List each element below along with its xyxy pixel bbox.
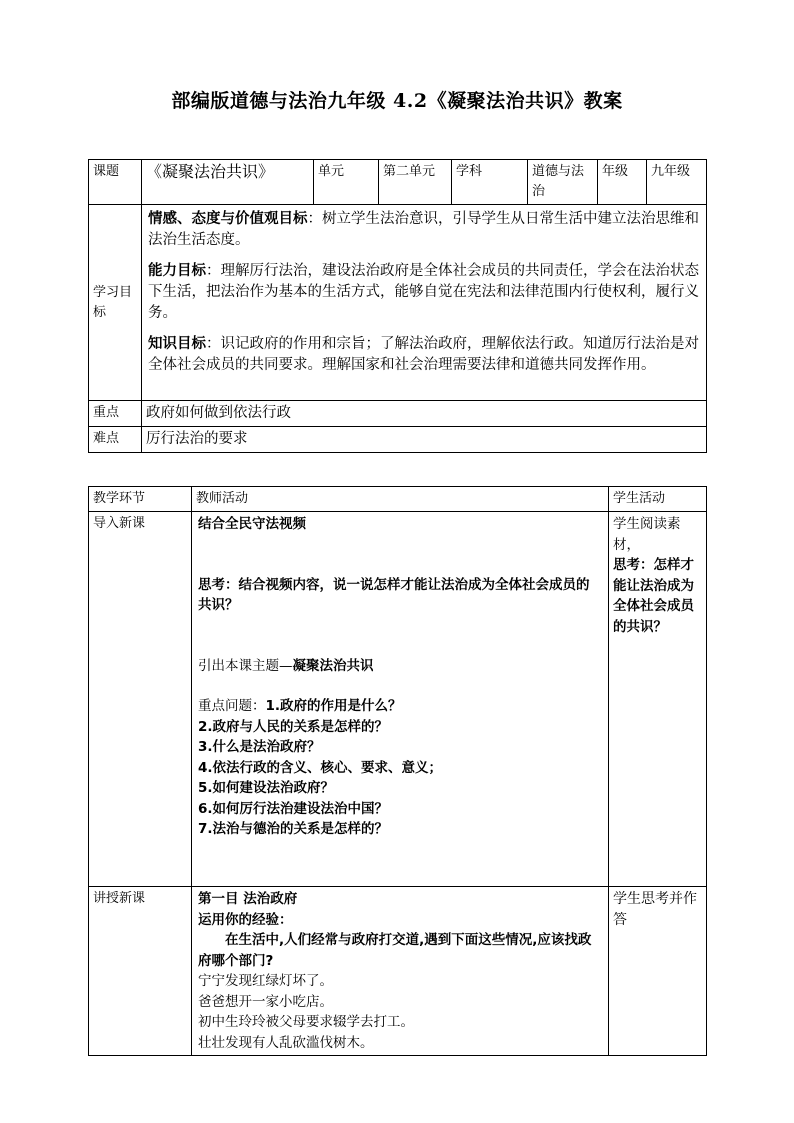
- topic-intro-prefix: 引出本课主题—: [198, 657, 293, 674]
- difficulty-label: 难点: [89, 427, 142, 453]
- unit-value: 第二单元: [379, 160, 452, 205]
- video-line: 结合全民守法视频: [198, 516, 306, 532]
- header-student: 学生活动: [609, 487, 707, 512]
- goal-ability-text: ：理解厉行法治，建设法治政府是全体社会成员的共同责任，学会在法治状态下生活，把法治作为基本的生活方式，能够自觉在宪法和法律范围内行使权利，履行义务。: [148, 263, 699, 321]
- header-stage: 教学环节: [89, 487, 192, 512]
- key-questions-prefix: 重点问题：: [198, 698, 266, 714]
- unit-label: 单元: [314, 160, 379, 205]
- case-2: 爸爸想开一家小吃店。: [198, 993, 333, 1010]
- teacher-new-cell: [192, 887, 609, 1056]
- question-text: 1.政府的作用是什么？: [265, 698, 402, 714]
- goal-knowledge-text: ：识记政府的作用和宗旨；了解法治政府，理解依法行政。知道厉行法治是对全体社会成员的共同要求。理解国家和社会治理需要法律和道德共同发挥作用。: [148, 336, 699, 373]
- case-3: 初中生玲玲被父母要求辍学去打工。: [198, 1014, 414, 1030]
- goals-cell: [142, 205, 707, 401]
- case-1: 宁宁发现红绿灯坏了。: [198, 973, 333, 989]
- key-question-5: 5.如何建设法治政府？: [198, 780, 335, 796]
- key-question-4: 4.依法行政的含义、核心、要求、意义；: [198, 759, 443, 776]
- topic-value: 《凝聚法治共识》: [142, 160, 314, 205]
- key-point-text: 政府如何做到依法行政: [142, 401, 707, 427]
- think-question: 思考：结合视频内容，说一说怎样才能让法治成为全体社会成员的共识？: [198, 576, 590, 613]
- grade-value: 九年级: [647, 160, 707, 205]
- key-question-7: 7.法治与德治的关系是怎样的？: [198, 821, 389, 837]
- goal-affective-label: 情感、态度与价值观目标: [148, 211, 308, 227]
- key-question-2: 2.政府与人民的关系是怎样的？: [198, 718, 389, 735]
- goal-ability: [148, 261, 700, 324]
- topic-intro-title: 凝聚法治共识: [292, 657, 374, 674]
- subject-label: 学科: [452, 160, 528, 205]
- goals-label: 学习目标: [89, 205, 142, 401]
- key-question-3: 3.什么是法治政府？: [198, 739, 321, 755]
- stage-intro: 导入新课: [89, 512, 192, 887]
- stage-new: 讲授新课: [89, 887, 192, 1056]
- goal-affective: [148, 209, 700, 251]
- key-question-6: 6.如何厉行法治建设法治中国？: [198, 800, 389, 817]
- goal-knowledge: [148, 334, 700, 376]
- student-read: 学生阅读素材，: [613, 516, 681, 553]
- goal-affective-text: ：树立学生法治意识，引导学生从日常生活中建立法治思维和法治生活态度。: [148, 211, 699, 248]
- lesson-info-table: [88, 159, 707, 453]
- scenario-prompt: 在生活中,人们经常与政府打交道,遇到下面这些情况,应该找政府哪个部门?: [198, 932, 592, 969]
- grade-label: 年级: [598, 160, 647, 205]
- experience-heading: 运用你的经验：: [198, 911, 293, 928]
- goal-ability-label: 能力目标: [148, 263, 206, 279]
- goal-knowledge-label: 知识目标: [148, 336, 206, 352]
- topic-intro: [198, 656, 602, 677]
- key-point-label: 重点: [89, 401, 142, 427]
- document-title: 部编版道德与法治九年级 4.2《凝聚法治共识》教案: [171, 90, 623, 112]
- student-think: 思考：怎样才能让法治成为全体社会成员的共识？: [613, 557, 694, 635]
- difficulty-text: 厉行法治的要求: [142, 427, 707, 453]
- case-4: 壮壮发现有人乱砍滥伐树木。: [198, 1034, 374, 1051]
- student-new-cell: 学生思考并作答: [609, 887, 707, 1056]
- header-teacher: 教师活动: [192, 487, 609, 512]
- subject-value: 道德与法治: [528, 160, 598, 205]
- teaching-process-table: [88, 486, 707, 1056]
- topic-label: 课题: [89, 160, 142, 205]
- section-heading: 第一目 法治政府: [198, 891, 298, 907]
- student-intro-cell: [609, 512, 707, 887]
- teacher-intro-cell: [192, 512, 609, 887]
- key-question-1: [198, 696, 602, 717]
